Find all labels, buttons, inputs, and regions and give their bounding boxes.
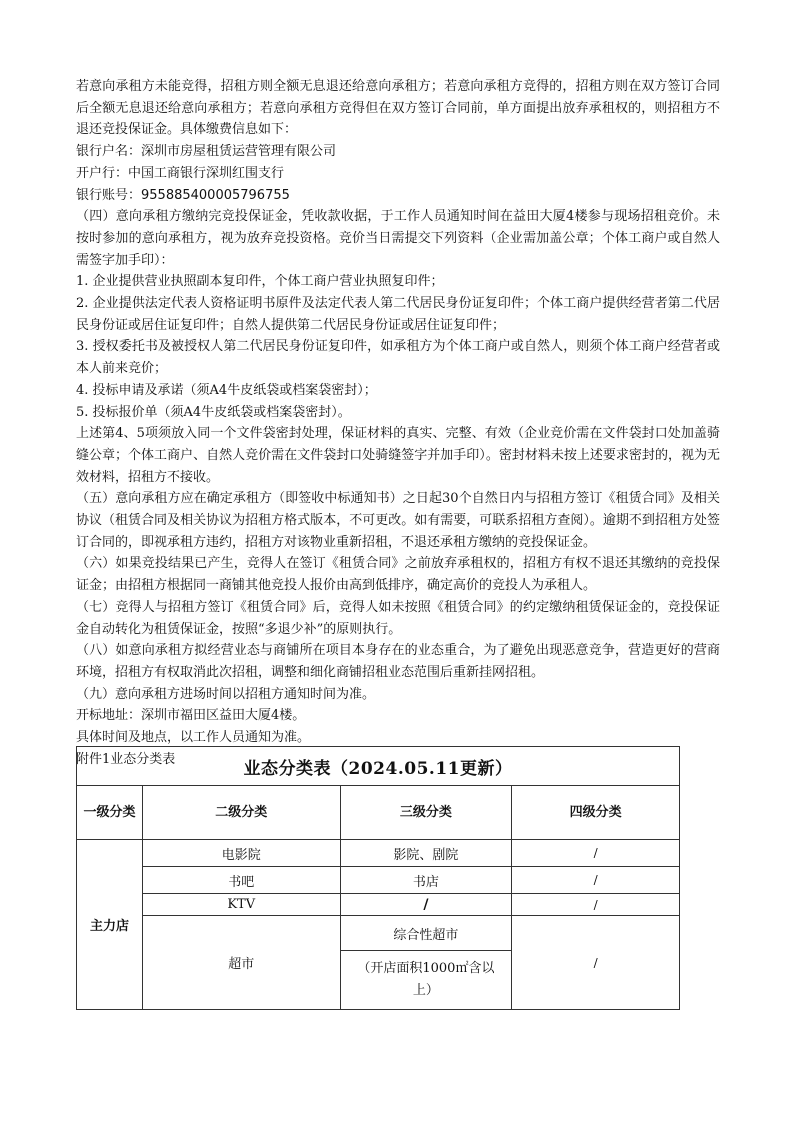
level3-cell: 影院、剧院: [340, 840, 512, 867]
list-item-5: 5. 投标报价单（须A4牛皮纸袋或档案袋密封）。: [76, 404, 351, 420]
header-level2: 二级分类: [142, 786, 340, 840]
header-level4: 四级分类: [512, 786, 680, 840]
level3-cell: /: [340, 894, 512, 916]
list-item-3: 3. 授权委托书及被授权人第二代居民身份证复印件，如承租方为个体工商户或自然人，则须个体工商户经营者或本人前来竞价；: [76, 339, 720, 377]
header-level3: 三级分类: [340, 786, 512, 840]
document-body: [76, 76, 720, 771]
paragraph-section-5: （五）意向承租方应在确定承租方（即签收中标通知书）之日起30个自然日内与招租方签订《租赁合同》及相关协议（租赁合同及相关协议为招租方格式版本，不可更改。如有需要，可联系招租方查阅）。逾期不到招租方处签订合同的，即视承租方违约，招租方对该物业重新招租，不退还承租方缴纳的竞投保证金。: [76, 491, 720, 550]
paragraph-refund: 若意向承租方未能竞得，招租方则全额无息退还给意向承租方；若意向承租方竞得的，招租方则在双方签订合同后全额无息退还给意向承租方；若意向承租方竞得但在双方签订合同前，单方面提出放弃承租权的，则招租方不退还竞投保证金。具体缴费信息如下：: [76, 79, 720, 138]
paragraph-section-9: （九）意向承租方进场时间以招租方通知时间为准。: [76, 686, 376, 702]
table-row: [77, 916, 680, 1010]
level4-cell: /: [512, 867, 680, 894]
attachment-label: 附件1业态分类表: [76, 751, 176, 767]
table-row: [77, 840, 680, 867]
header-level1: 一级分类: [77, 786, 143, 840]
paragraph-section-7: （七）竞得人与招租方签订《租赁合同》后，竞得人如未按照《租赁合同》的约定缴纳租赁保证金的，竞投保证金自动转化为租赁保证金，按照“多退少补”的原则执行。: [76, 599, 720, 637]
level4-cell: /: [512, 840, 680, 867]
main-category-cell: 主力店: [77, 840, 143, 1010]
bank-branch: 开户行：中国工商银行深圳红围支行: [76, 165, 285, 181]
list-item-1: 1. 企业提供营业执照副本复印件，个体工商户营业执照复印件；: [76, 274, 444, 290]
level4-cell: /: [512, 894, 680, 916]
level2-cell: 超市: [142, 916, 340, 1010]
list-item-4: 4. 投标申请及承诺（须A4牛皮纸袋或档案袋密封）；: [76, 382, 377, 398]
level4-cell: /: [512, 916, 680, 1010]
list-item-2: 2. 企业提供法定代表人资格证明书原件及法定代表人第二代居民身份证复印件；个体工商户提供经营者第二代居民身份证或居住证复印件；自然人提供第二代居民身份证或居住证复印件；: [76, 296, 720, 333]
level3-main: 综合性超市: [341, 916, 512, 951]
bid-opening-address: 开标地址：深圳市福田区益田大厦4楼。: [76, 708, 306, 724]
bank-account-name: 银行户名：深圳市房屋租赁运营管理有限公司: [76, 144, 337, 160]
level3-note: （开店面积1000㎡含以上）: [357, 961, 495, 998]
business-category-table: [76, 746, 680, 1010]
time-location-note: 具体时间及地点，以工作人员通知为准。: [76, 730, 311, 746]
table-row: [77, 894, 680, 916]
table-row: [77, 867, 680, 894]
table-title: 业态分类表（2024.05.11更新）: [77, 747, 680, 786]
bank-account-number: 银行账号：955885400005796755: [76, 187, 290, 203]
level3-cell-split: [340, 916, 512, 1010]
level2-cell: 电影院: [142, 840, 340, 867]
level2-cell: KTV: [142, 894, 340, 916]
paragraph-section-6: （六）如果竞投结果已产生，竞得人在签订《租赁合同》之前放弃承租权的，招租方有权不退还其缴纳的竞投保证金；由招租方根据同一商铺其他竞投人报价由高到低排序，确定高价的竞投人为承租人。: [76, 556, 720, 594]
paragraph-section-8: （八）如意向承租方拟经营业态与商铺所在项目本身存在的业态重合，为了避免出现恶意竞争，营造更好的营商环境，招租方有权取消此次招租，调整和细化商铺招租业态范围后重新挂网招租。: [76, 643, 720, 680]
paragraph-section-4: （四）意向承租方缴纳完竞投保证金，凭收款收据，于工作人员通知时间在益田大厦4楼参与现场招租竞价。未按时参加的意向承租方，视为放弃竞投资格。竞价当日需提交下列资料（企业需加盖公章；个体工商户或自然人需签字加手印）：: [76, 209, 720, 268]
paragraph-sealing: 上述第4、5项须放入同一个文件袋密封处理，保证材料的真实、完整、有效（企业竞价需在文件袋封口处加盖骑缝公章；个体工商户、自然人竞价需在文件袋封口处骑缝签字并加手印）。密封材料未按上述要求密封的，视为无效材料，招租方不接收。: [76, 426, 720, 485]
level3-cell: 书店: [340, 867, 512, 894]
level2-cell: 书吧: [142, 867, 340, 894]
